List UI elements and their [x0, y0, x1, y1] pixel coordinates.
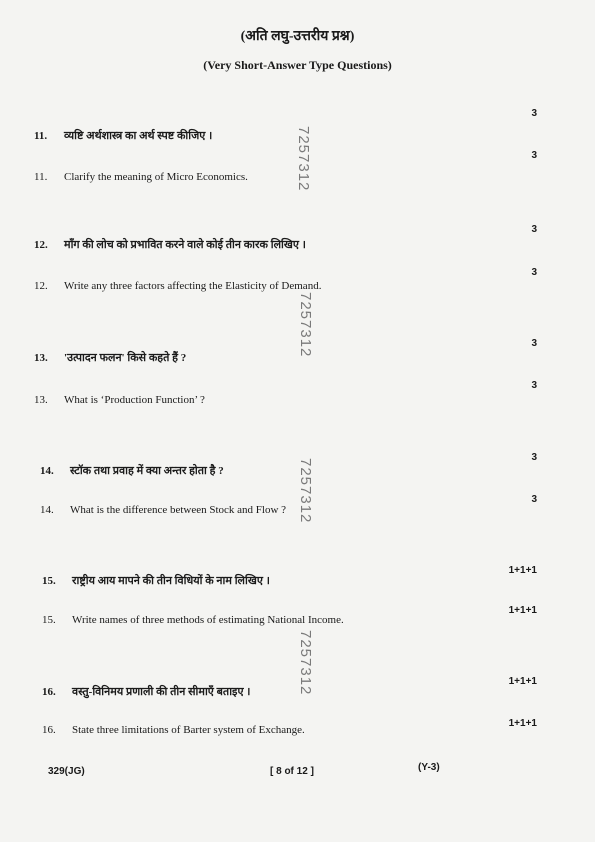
stamp-code: 7257312: [297, 630, 314, 696]
question-number: 15.: [42, 614, 56, 626]
marks-q11-english: 3: [531, 150, 537, 161]
section-heading-english: (Very Short-Answer Type Questions): [203, 58, 392, 72]
stamp-code: 7257312: [297, 458, 314, 524]
question-16-hindi: [42, 684, 250, 699]
question-text: व्यष्टि अर्थशास्त्र का अर्थ स्पष्ट कीजिए ।: [64, 130, 213, 142]
question-14-hindi: [40, 463, 224, 478]
series-code: (Y-3): [418, 762, 440, 773]
question-number: 14.: [40, 504, 54, 516]
question-12-hindi: [34, 237, 306, 252]
question-number: 13.: [34, 394, 48, 406]
marks-q13-hindi: 3: [531, 338, 537, 349]
question-15-english: [42, 614, 344, 626]
page-number: [ 8 of 12 ]: [270, 766, 314, 777]
question-text: माँग की लोच को प्रभावित करने वाले कोई तीन कारक लिखिए ।: [64, 239, 306, 251]
question-text: राष्ट्रीय आय मापने की तीन विधियों के नाम लिखिए ।: [72, 575, 270, 587]
marks-q12-hindi: 3: [531, 224, 537, 235]
question-number: 12.: [34, 280, 48, 292]
question-text: Write names of three methods of estimating National Income.: [72, 614, 344, 626]
marks-q14-hindi: 3: [531, 452, 537, 463]
question-11-english: [34, 171, 248, 183]
question-number: 11.: [34, 130, 48, 142]
question-13-english: [34, 394, 205, 406]
marks-q16-english: 1+1+1: [508, 718, 537, 729]
marks-q14-english: 3: [531, 494, 537, 505]
question-number: 15.: [42, 575, 56, 587]
question-text: 'उत्पादन फलन' किसे कहते हैं ?: [64, 352, 187, 364]
question-number: 11.: [34, 171, 48, 183]
marks-q15-hindi: 1+1+1: [508, 565, 537, 576]
marks-q13-english: 3: [531, 380, 537, 391]
question-text: Clarify the meaning of Micro Economics.: [64, 171, 248, 183]
marks-q16-hindi: 1+1+1: [508, 676, 537, 687]
question-12-english: [34, 280, 321, 292]
paper-code: 329(JG): [48, 766, 85, 777]
marks-q11-hindi: 3: [531, 108, 537, 119]
marks-q15-english: 1+1+1: [508, 605, 537, 616]
question-number: 13.: [34, 352, 48, 364]
question-number: 16.: [42, 724, 56, 736]
question-text: What is the difference between Stock and Flow ?: [70, 504, 287, 516]
question-text: What is ‘Production Function’ ?: [64, 394, 205, 406]
question-number: 16.: [42, 686, 56, 698]
question-text: Write any three factors affecting the Elasticity of Demand.: [64, 280, 322, 292]
question-13-hindi: [34, 350, 186, 365]
question-text: State three limitations of Barter system of Exchange.: [72, 724, 305, 736]
question-text: स्टॉक तथा प्रवाह में क्या अन्तर होता है ?: [70, 465, 224, 477]
stamp-code: 7257312: [297, 292, 314, 358]
question-16-english: [42, 724, 305, 736]
stamp-code: 7257312: [295, 126, 312, 192]
question-number: 12.: [34, 239, 48, 251]
question-15-hindi: [42, 573, 270, 588]
question-14-english: [40, 504, 286, 516]
question-11-hindi: [34, 128, 212, 143]
question-text: वस्तु-विनिमय प्रणाली की तीन सीमाएँ बताइए ।: [72, 686, 251, 698]
question-number: 14.: [40, 465, 54, 477]
section-heading-hindi: (अति लघु-उत्तरीय प्रश्न): [240, 29, 355, 44]
marks-q12-english: 3: [531, 267, 537, 278]
